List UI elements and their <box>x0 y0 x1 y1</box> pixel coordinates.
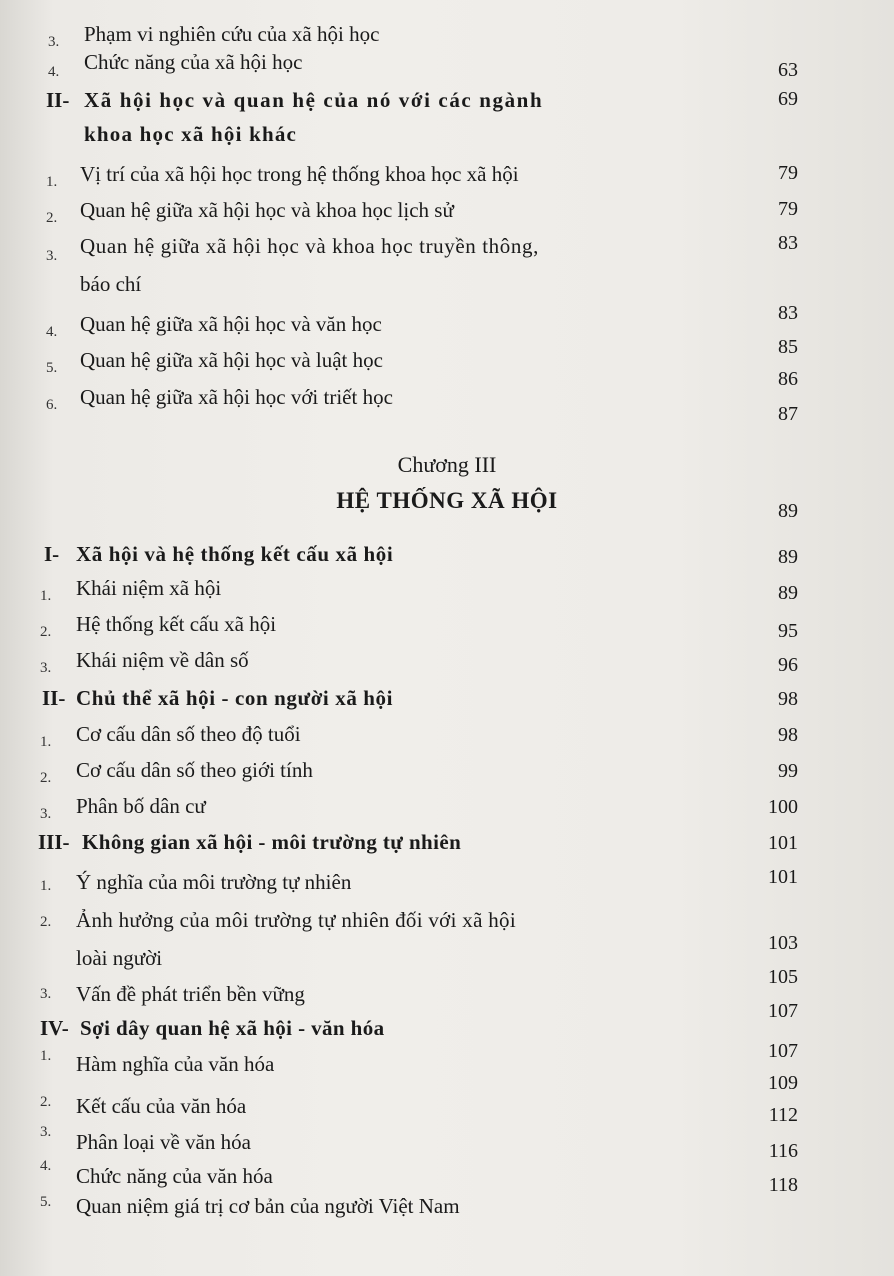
entry-page: 63 <box>778 59 798 81</box>
entry-page: 107 <box>768 1040 798 1062</box>
entry-number: IV- <box>40 1016 69 1040</box>
entry-page: 98 <box>778 724 798 746</box>
chapter-label: Chương III <box>397 452 497 477</box>
entry-number: 5. <box>46 360 58 376</box>
entry-title: Quan hệ giữa xã hội học và luật học <box>80 348 383 372</box>
entry-number: III- <box>38 830 70 854</box>
entry-title: Hàm nghĩa của văn hóa <box>76 1052 275 1076</box>
entry-title: Quan hệ giữa xã hội học với triết học <box>80 385 393 409</box>
entry-title: Sợi dây quan hệ xã hội - văn hóa <box>80 1016 385 1040</box>
entry-number: 2. <box>46 210 58 226</box>
entry-page: 79 <box>778 162 798 184</box>
entry-number: II- <box>46 88 70 112</box>
entry-number: 3. <box>46 248 58 264</box>
entry-page: 87 <box>778 403 798 425</box>
entry-page: 105 <box>768 966 798 988</box>
entry-number: 3. <box>48 34 60 50</box>
entry-title: Quan hệ giữa xã hội học và khoa học lịch sử <box>80 198 454 222</box>
entry-number: 3. <box>40 1124 52 1140</box>
entry-number: I- <box>44 542 60 566</box>
entry-page: 69 <box>778 88 798 110</box>
entry-number: 3. <box>40 806 52 822</box>
entry-title: Chủ thể xã hội - con người xã hội <box>76 686 394 710</box>
entry-page: 95 <box>778 620 798 642</box>
entry-number: 1. <box>40 588 52 604</box>
entry-title: Phân loại về văn hóa <box>76 1130 251 1154</box>
entry-number: 2. <box>40 914 52 930</box>
entry-number: 1. <box>46 174 58 190</box>
entry-title: Xã hội học và quan hệ của nó với các ngành <box>84 88 544 112</box>
entry-page: 79 <box>778 198 798 220</box>
entry-title: Ý nghĩa của môi trường tự nhiên <box>76 870 352 894</box>
entry-title: Khái niệm về dân số <box>76 648 249 672</box>
entry-number: 4. <box>46 324 58 340</box>
entry-page: 89 <box>778 500 798 522</box>
entry-number: 5. <box>40 1194 52 1210</box>
entry-number: 2. <box>40 770 52 786</box>
entry-number: 1. <box>40 734 52 750</box>
entry-number: 4. <box>48 64 60 80</box>
entry-number: 6. <box>46 397 58 413</box>
entry-page: 109 <box>768 1072 798 1094</box>
entry-page: 101 <box>768 866 798 888</box>
entry-title: Phạm vi nghiên cứu của xã hội học <box>84 22 380 46</box>
entry-page: 83 <box>778 232 798 254</box>
entry-page: 83 <box>778 302 798 324</box>
entry-page: 85 <box>778 336 798 358</box>
entry-title: Không gian xã hội - môi trường tự nhiên <box>82 830 462 854</box>
entry-title: Chức năng của văn hóa <box>76 1164 273 1188</box>
entry-title: Quan hệ giữa xã hội học và văn học <box>80 312 382 336</box>
entry-title: Cơ cấu dân số theo độ tuổi <box>76 722 301 746</box>
entry-title: Xã hội và hệ thống kết cấu xã hội <box>76 542 394 566</box>
entry-page: 116 <box>768 1140 798 1162</box>
entry-page: 100 <box>768 796 798 818</box>
entry-number: 1. <box>40 1048 52 1064</box>
entry-title: Hệ thống kết cấu xã hội <box>76 612 277 636</box>
entry-page: 107 <box>768 1000 798 1022</box>
entry-number: 3. <box>40 986 52 1002</box>
entry-page: 98 <box>778 688 798 710</box>
entry-title: Quan niệm giá trị cơ bản của người Việt Nam <box>76 1194 460 1218</box>
entry-page: 99 <box>778 760 798 782</box>
entry-title: loài người <box>76 946 163 970</box>
entry-title: Ảnh hưởng của môi trường tự nhiên đối với xã hội <box>76 908 516 932</box>
entry-title: Vấn đề phát triển bền vững <box>76 982 305 1006</box>
entry-number: 4. <box>40 1158 52 1174</box>
entry-page: 103 <box>768 932 798 954</box>
entry-number: 2. <box>40 1094 52 1110</box>
entry-title: khoa học xã hội khác <box>84 122 298 146</box>
entry-page: 96 <box>778 654 798 676</box>
entry-title: Khái niệm xã hội <box>76 576 222 600</box>
entry-page: 86 <box>778 368 798 390</box>
entry-title: Cơ cấu dân số theo giới tính <box>76 758 313 782</box>
entry-title: Kết cấu của văn hóa <box>76 1094 247 1118</box>
entry-number: 2. <box>40 624 52 640</box>
entry-number: 3. <box>40 660 52 676</box>
entry-page: 89 <box>778 582 798 604</box>
entry-title: Quan hệ giữa xã hội học và khoa học truyền thông, <box>80 234 539 258</box>
chapter-title: HỆ THỐNG XÃ HỘI <box>336 488 558 513</box>
entry-title: Phân bố dân cư <box>76 794 206 818</box>
entry-page: 101 <box>768 832 798 854</box>
entry-page: 118 <box>768 1174 798 1196</box>
entry-title: Chức năng của xã hội học <box>84 50 303 74</box>
entry-number: 1. <box>40 878 52 894</box>
entry-page: 112 <box>768 1104 798 1126</box>
entry-title: báo chí <box>80 272 142 296</box>
entry-page: 89 <box>778 546 798 568</box>
entry-title: Vị trí của xã hội học trong hệ thống khoa học xã hội <box>80 162 519 186</box>
entry-number: II- <box>42 686 66 710</box>
